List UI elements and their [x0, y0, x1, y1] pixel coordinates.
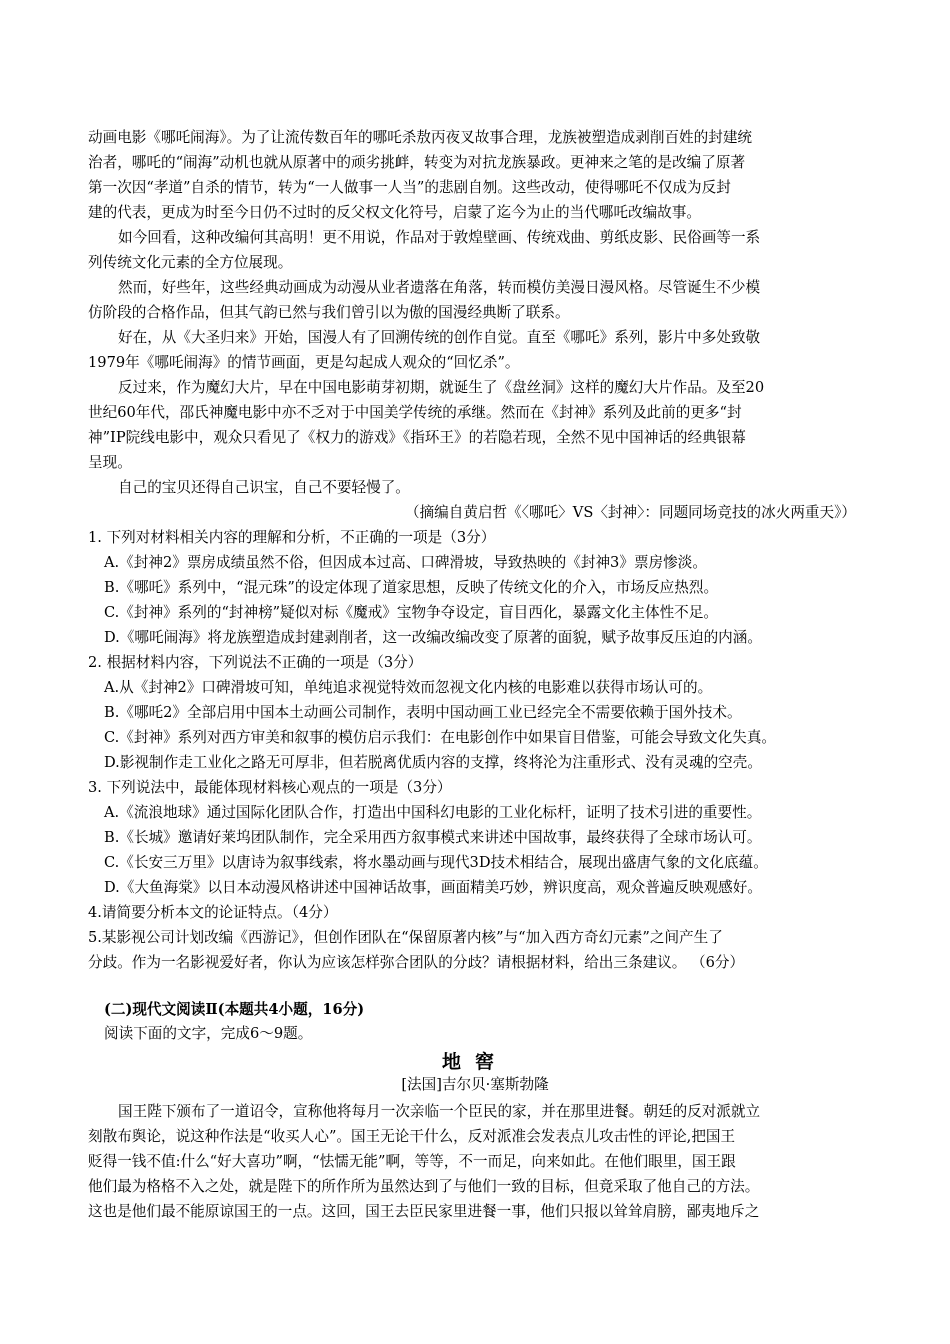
question-option: B.《哪吒2》全部启用中国本土动画公司制作，表明中国动画工业已经完全不需要依赖于国外技术。: [104, 704, 742, 721]
question-stem: 5.某影视公司计划改编《西游记》，但创作团队在“保留原著内核”与“加入西方奇幻元素”之间产生了: [88, 929, 723, 946]
question-option: C.《封神》系列对西方审美和叙事的模仿启示我们：在电影创作中如果盲目借鉴，可能会导致文化失真。: [104, 729, 777, 746]
question-option: C.《长安三万里》以唐诗为叙事线索，将水墨动画与现代3D技术相结合，展现出盛唐气象的文化底蕴。: [104, 854, 768, 871]
question-option: D.《大鱼海棠》以日本动漫风格讲述中国神话故事，画面精美巧妙，辨识度高，观众普遍反映观感好。: [104, 879, 762, 896]
section-instruction: 阅读下面的文字，完成6～9题。: [104, 1025, 313, 1042]
story-line: 他们最为格格不入之处，就是陛下的所作所为虽然达到了与他们一致的目标，但竟采取了他自己的方法。: [88, 1178, 760, 1195]
question-option: D.《哪吒闹海》将龙族塑造成封建剥削者，这一改编改编改变了原著的面貌，赋予故事反压迫的内涵。: [104, 629, 762, 646]
passage-line: 列传统文化元素的全方位展现。: [88, 254, 293, 271]
passage-line: 如今回看，这种改编何其高明！更不用说，作品对于敦煌壁画、传统戏曲、剪纸皮影、民俗画等一系: [118, 229, 761, 246]
story-line: 国王陛下颁布了一道诏令，宣称他将每月一次亲临一个臣民的家，并在那里进餐。朝廷的反对派就立: [118, 1103, 761, 1120]
question-option: B.《长城》邀请好莱坞团队制作，完全采用西方叙事模式来讲述中国故事，最终获得了全球市场认可。: [104, 829, 762, 846]
passage-line: 好在，从《大圣归来》开始，国漫人有了回溯传统的创作自觉。直至《哪吒》系列，影片中多处致敬: [118, 329, 761, 346]
question-option: A.《封神2》票房成绩虽然不俗，但因成本过高、口碑滑坡，导致热映的《封神3》票房惨淡。: [104, 554, 707, 571]
story-line: 贬得一钱不值:什么“好大喜功”啊，“怯懦无能”啊，等等，不一而足，向来如此。在他们眼里，国王跟: [88, 1153, 736, 1170]
passage-line: 世纪60年代，邵氏神魔电影中亦不乏对于中国美学传统的承继。然而在《封神》系列及此前的更多“封: [88, 404, 742, 421]
question-stem: 1. 下列对材料相关内容的理解和分析，不正确的一项是（3分）: [88, 529, 496, 546]
question-option: B.《哪吒》系列中，“混元珠”的设定体现了道家思想，反映了传统文化的介入，市场反应热烈。: [104, 579, 719, 596]
question-option: D.影视制作走工业化之路无可厚非，但若脱离优质内容的支撑，终将沦为注重形式、没有灵魂的空壳。: [104, 754, 762, 771]
passage-line: 神”IP院线电影中，观众只看见了《权力的游戏》《指环王》的若隐若现，全然不见中国神话的经典银幕: [88, 429, 746, 446]
question-stem: 分歧。作为一名影视爱好者，你认为应该怎样弥合团队的分歧？请根据材料，给出三条建议。 （6分）: [88, 954, 745, 971]
passage-line: 1979年《哪吒闹海》的情节画面，更是勾起成人观众的“回忆杀”。: [88, 354, 520, 371]
passage-line: 呈现。: [88, 454, 132, 471]
story-author: [法国]吉尔贝·塞斯勃隆: [401, 1076, 549, 1093]
question-option: A.《流浪地球》通过国际化团队合作，打造出中国科幻电影的工业化标杆，证明了技术引进的重要性。: [104, 804, 762, 821]
passage-line: 反过来，作为魔幻大片，早在中国电影萌芽初期，就诞生了《盘丝洞》这样的魔幻大片作品。及至20: [118, 379, 765, 396]
passage-line: 治者，哪吒的“闹海”动机也就从原著中的顽劣挑衅，转变为对抗龙族暴政。更神来之笔的是改编了原著: [88, 154, 746, 171]
question-option: C.《封神》系列的“封神榜”疑似对标《魔戒》宝物争夺设定，盲目西化，暴露文化主体性不足。: [104, 604, 718, 621]
question-stem: 2. 根据材料内容，下列说法不正确的一项是（3分）: [88, 654, 423, 671]
story-line: 这也是他们最不能原谅国王的一点。这回，国王去臣民家里进餐一事，他们只报以耸耸肩膀，鄙夷地斥之: [88, 1203, 760, 1220]
passage-line: 然而，好些年，这些经典动画成为动漫从业者遗落在角落，转而模仿美漫日漫风格。尽管诞生不少模: [118, 279, 761, 296]
source-citation: （摘编自黄启哲《〈哪吒〉VS〈封神〉：同题同场竞技的冰火两重天》）: [404, 504, 856, 521]
story-line: 刻散布舆论，说这种作法是“收买人心”。国王无论干什么，反对派准会发表点儿攻击性的评论,把国王: [88, 1128, 736, 1145]
passage-line: 建的代表，更成为时至今日仍不过时的反父权文化符号，启蒙了迄今为止的当代哪吒改编故事。: [88, 204, 701, 221]
story-title: 地窖: [441, 1051, 508, 1073]
question-stem: 4.请简要分析本文的论证特点。（4分）: [88, 904, 338, 921]
question-option: A.从《封神2》口碑滑坡可知，单纯追求视觉特效而忽视文化内核的电影难以获得市场认可的。: [104, 679, 713, 696]
passage-line: 自己的宝贝还得自己识宝，自己不要轻慢了。: [118, 479, 410, 496]
passage-line: 第一次因“孝道”自杀的情节，转为“一人做事一人当”的悲剧自刎。这些改动，使得哪吒不仅成为反封: [88, 179, 731, 196]
question-stem: 3. 下列说法中，最能体现材料核心观点的一项是（3分）: [88, 779, 452, 796]
passage-line: 仿阶段的合格作品，但其气韵已然与我们曾引以为傲的国漫经典断了联系。: [88, 304, 570, 321]
section-heading: (二)现代文阅读Ⅱ(本题共4小题，16分): [104, 1001, 365, 1018]
passage-line: 动画电影《哪吒闹海》。为了让流传数百年的哪吒杀敖丙夜叉故事合理，龙族被塑造成剥削百姓的封建统: [88, 129, 753, 146]
